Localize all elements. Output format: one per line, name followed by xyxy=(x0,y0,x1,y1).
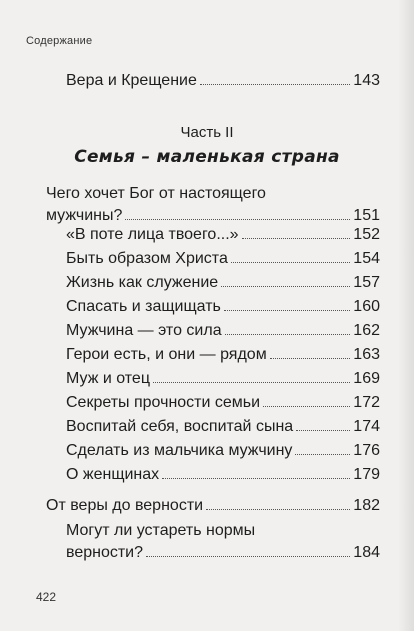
toc-entry-page: 176 xyxy=(353,442,380,459)
toc-entry-page: 143 xyxy=(353,72,380,89)
leader-dots xyxy=(231,262,350,263)
toc-entry-page: 154 xyxy=(353,250,380,267)
page-edge-shadow xyxy=(398,0,414,631)
leader-dots xyxy=(295,454,350,455)
leader-dots xyxy=(153,382,350,383)
leader-dots xyxy=(242,238,351,239)
part-title: Семья – маленькая страна xyxy=(74,147,340,167)
leader-dots xyxy=(263,406,350,407)
toc-entry xyxy=(66,272,380,294)
toc-entry-title: Чего хочет Бог от настоящего xyxy=(46,185,266,202)
toc-entry-title: Мужчина — это сила xyxy=(66,322,222,339)
toc-entry xyxy=(66,320,380,342)
toc-entry-page: 174 xyxy=(353,418,380,435)
leader-dots xyxy=(270,358,351,359)
toc-entry-title: Воспитай себя, воспитай сына xyxy=(66,418,294,435)
toc-entry xyxy=(66,416,380,438)
toc-entry-title: О женщинах xyxy=(66,466,160,483)
toc-entry-title: Вера и Крещение xyxy=(66,72,197,89)
toc-entry xyxy=(66,520,380,564)
toc-entry xyxy=(46,183,380,227)
toc-entry xyxy=(66,368,380,390)
toc-entry-title: Сделать из мальчика мужчину xyxy=(66,442,293,459)
toc-entry-title-continued: верности? xyxy=(66,544,144,561)
toc-entry xyxy=(66,392,380,414)
toc-entry-page: 151 xyxy=(353,207,380,224)
leader-dots xyxy=(221,286,350,287)
toc-entry-page: 162 xyxy=(353,322,380,339)
toc-entry-title: Жизнь как служение xyxy=(66,274,219,291)
toc-entry xyxy=(66,296,380,318)
toc-entry-page: 182 xyxy=(353,497,380,514)
toc-entry xyxy=(66,70,380,92)
running-head: Содержание xyxy=(26,35,93,47)
leader-dots xyxy=(225,334,351,335)
toc-entry-title: «В поте лица твоего...» xyxy=(66,226,239,243)
leader-dots xyxy=(206,509,350,510)
toc-entry-title: Быть образом Христа xyxy=(66,250,228,267)
leader-dots xyxy=(224,310,350,311)
toc-entry-title: Секреты прочности семьи xyxy=(66,394,261,411)
toc-entry-page: 157 xyxy=(353,274,380,291)
leader-dots xyxy=(200,84,350,85)
leader-dots xyxy=(296,430,350,431)
toc-entry xyxy=(66,344,380,366)
leader-dots xyxy=(125,219,350,220)
toc-entry xyxy=(46,495,380,517)
toc-entry xyxy=(66,224,380,246)
leader-dots xyxy=(146,556,350,557)
page-number: 422 xyxy=(36,590,57,604)
toc-entry-page: 169 xyxy=(353,370,380,387)
leader-dots xyxy=(162,478,350,479)
toc-entry-title: Муж и отец xyxy=(66,370,150,387)
toc-entry-page: 184 xyxy=(353,544,380,561)
toc-entry xyxy=(66,464,380,486)
toc-entry-title: Спасать и защищать xyxy=(66,298,221,315)
toc-entry-page: 163 xyxy=(353,346,380,363)
part-label: Часть II xyxy=(180,124,234,141)
toc-entry xyxy=(66,440,380,462)
toc-entry-title: Герои есть, и они — рядом xyxy=(66,346,267,363)
toc-entry-page: 172 xyxy=(353,394,380,411)
toc-entry-page: 160 xyxy=(353,298,380,315)
toc-entry-page: 179 xyxy=(353,466,380,483)
toc-entry-page: 152 xyxy=(353,226,380,243)
toc-entry-title: Могут ли устареть нормы xyxy=(66,522,256,539)
toc-entry xyxy=(66,248,380,270)
toc-entry-title-continued: мужчины? xyxy=(46,207,123,224)
toc-entry-title: От веры до верности xyxy=(46,497,204,514)
